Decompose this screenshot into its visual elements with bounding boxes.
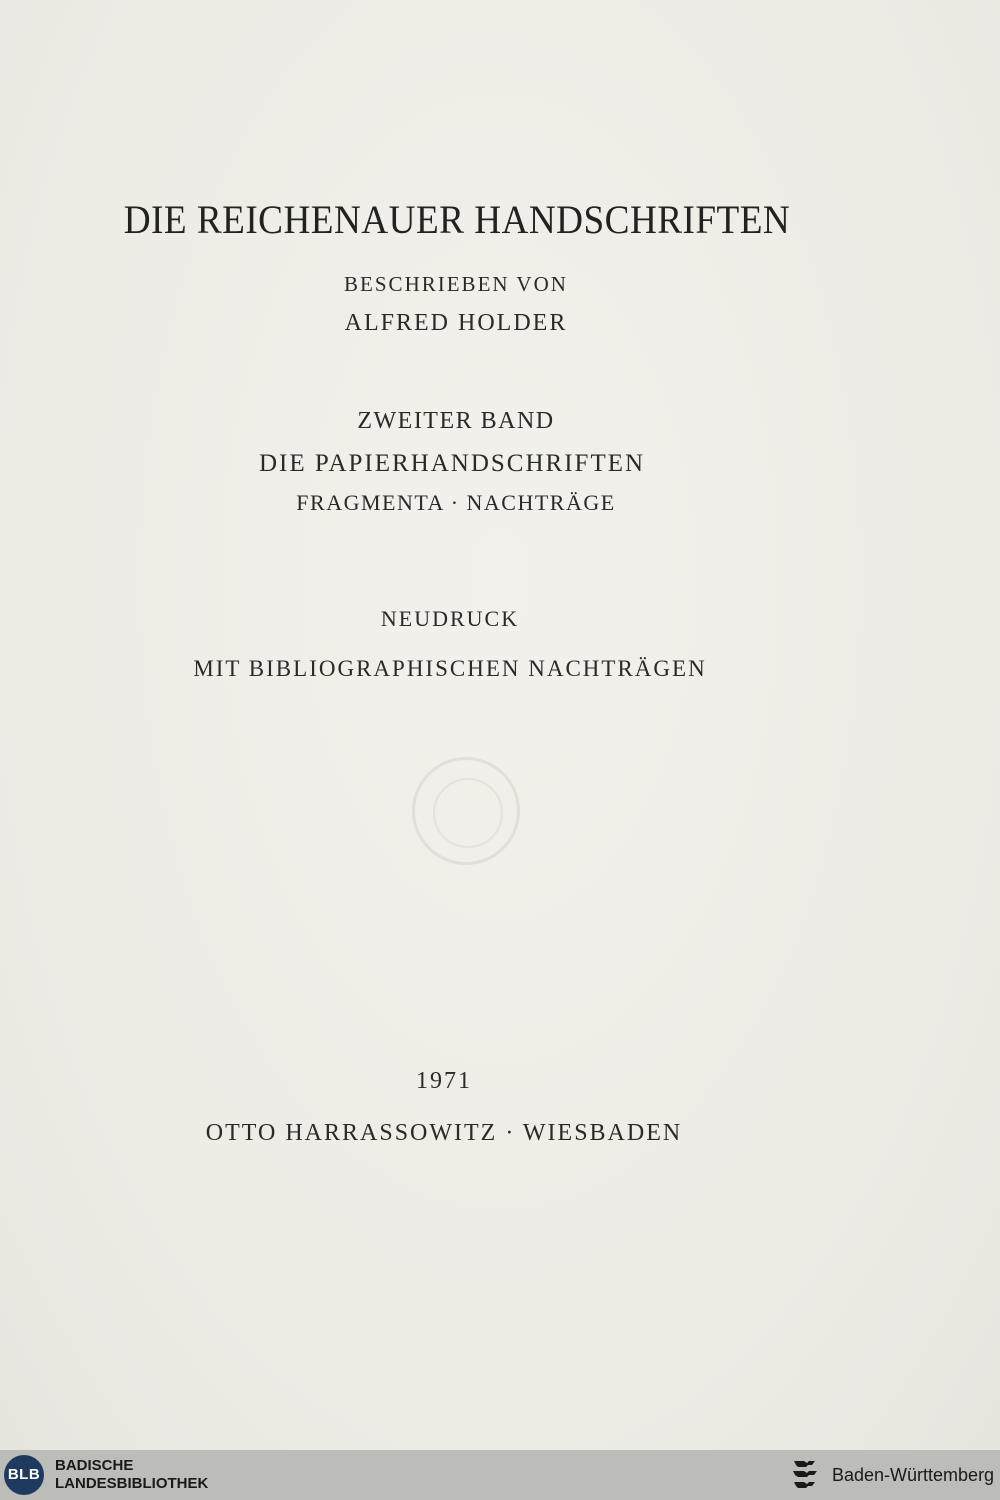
- library-name-line2: LANDESBIBLIOTHEK: [55, 1475, 209, 1492]
- author-name: ALFRED HOLDER: [344, 310, 568, 336]
- footer-bar: [0, 1450, 1000, 1500]
- bleed-through-stamp-inner: [433, 778, 503, 848]
- volume-subtitle: FRAGMENTA · NACHTRÄGE: [296, 490, 616, 515]
- blb-logo-badge[interactable]: BLB: [4, 1455, 44, 1495]
- reprint-label: NEUDRUCK: [380, 606, 520, 631]
- library-name[interactable]: [55, 1457, 208, 1493]
- described-by: BESCHRIEBEN VON: [344, 272, 568, 296]
- reprint-note: MIT BIBLIOGRAPHISCHEN NACHTRÄGEN: [193, 656, 707, 681]
- state-name[interactable]: Baden-Württemberg: [832, 1465, 995, 1485]
- library-name-line1: BADISCHE: [55, 1457, 134, 1474]
- volume-title: DIE PAPIERHANDSCHRIFTEN: [258, 450, 646, 477]
- volume-number: ZWEITER BAND: [357, 408, 555, 434]
- lions-coat-of-arms-icon[interactable]: [790, 1457, 824, 1493]
- book-title: DIE REICHENAUER HANDSCHRIFTEN: [123, 197, 791, 242]
- publisher: OTTO HARRASSOWITZ · WIESBADEN: [205, 1120, 683, 1146]
- bleed-through-stamp: [412, 757, 520, 865]
- publication-year: 1971: [416, 1068, 472, 1094]
